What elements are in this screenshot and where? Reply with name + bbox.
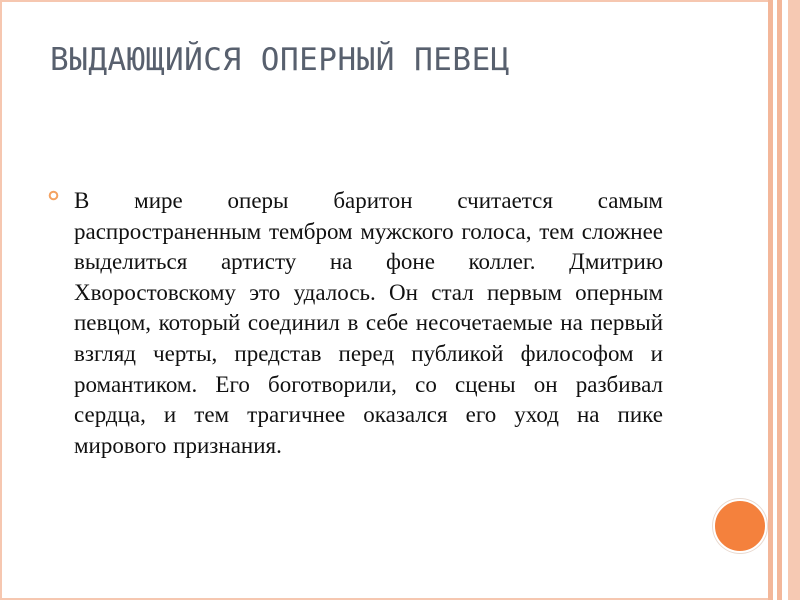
- top-border: [0, 0, 768, 2]
- right-stripe: [788, 0, 800, 600]
- orange-circle-decoration: [713, 499, 767, 553]
- hollow-circle-bullet-icon: [48, 190, 59, 201]
- body-paragraph: В мире оперы баритон считается самым распространенным тембром мужского голоса, тем сложнее выделиться артисту на фоне коллег. Дмитрию Хворостовскому это удалось. Он стал первым оперным певцом, который соединил в себе несочетаемые на первый взгляд черты, представ перед публикой философом и романтиком. Его боготворили, со сцены он разбивал сердца, и тем трагичнее оказался его уход на пике мирового признания.: [74, 188, 663, 458]
- left-border: [0, 0, 2, 600]
- slide-title: ВЫДАЮЩИЙСЯ ОПЕРНЫЙ ПЕВЕЦ: [50, 42, 510, 78]
